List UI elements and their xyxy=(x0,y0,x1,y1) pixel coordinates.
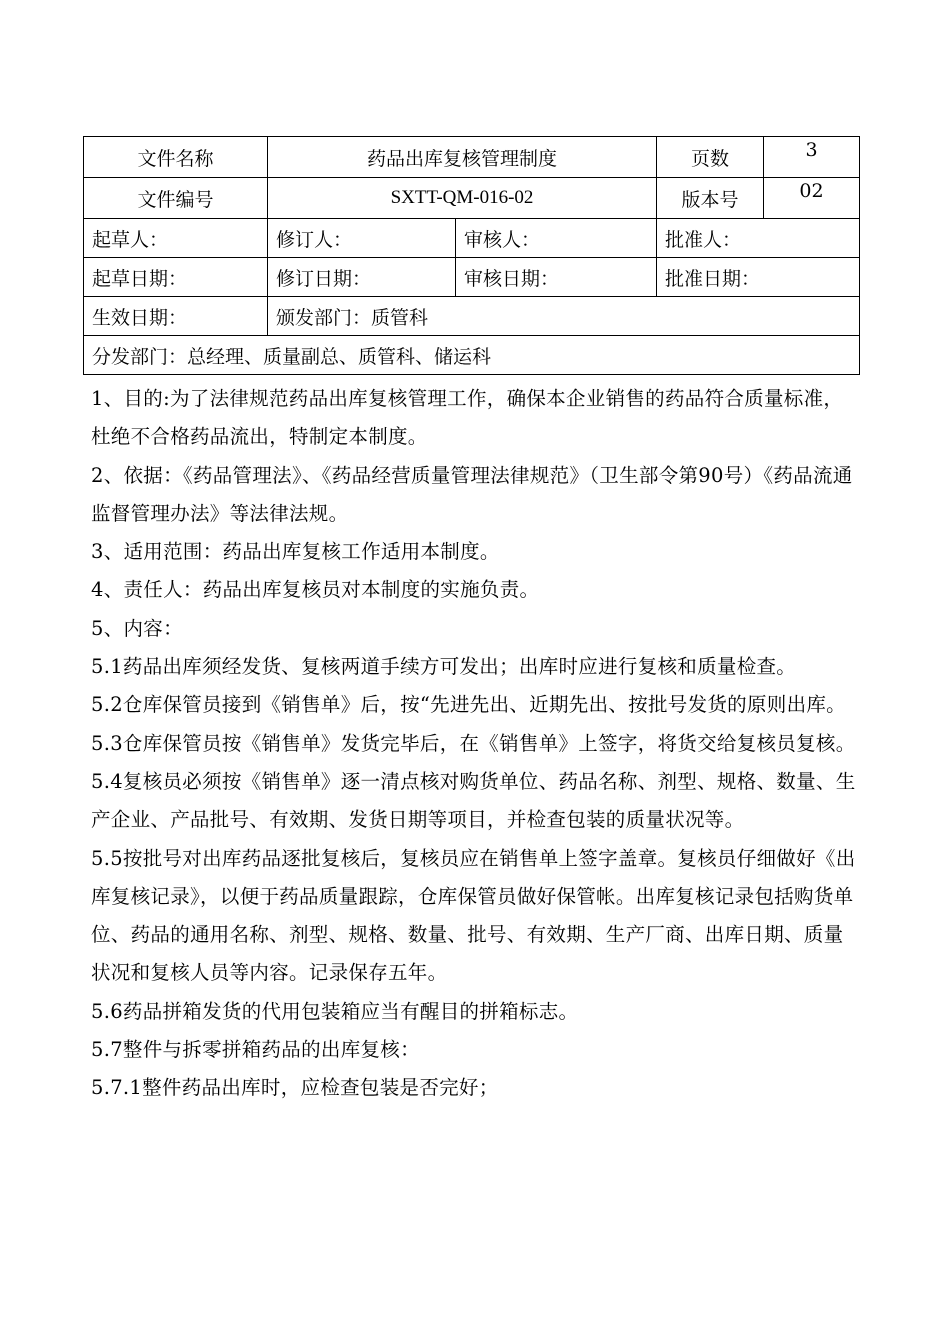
paragraph-scope: 3、适用范围：药品出库复核工作适用本制度。 xyxy=(91,540,500,564)
paragraph-5-4: 5.4复核员必须按《销售单》逐一清点核对购货单位、药品名称、剂型、规格、数量、生产企业、产品批号、有效期、发货日期等项目，并检查包装的质量状况等。 xyxy=(91,769,856,832)
page-count-value: 3 xyxy=(764,137,860,178)
review-date-field: 审核日期： xyxy=(456,258,657,297)
document-header-table xyxy=(83,136,860,375)
paragraph-responsible: 4、责任人：药品出库复核员对本制度的实施负责。 xyxy=(91,578,540,602)
version-value: 02 xyxy=(764,178,860,219)
header-row-people xyxy=(84,219,860,258)
paragraph-5-6: 5.6药品拼箱发货的代用包装箱应当有醒目的拼箱标志。 xyxy=(91,999,579,1023)
approve-date-field: 批准日期： xyxy=(657,258,860,297)
header-row-title xyxy=(84,137,860,178)
file-name-label: 文件名称 xyxy=(84,137,268,178)
paragraph-5-1: 5.1药品出库须经发货、复核两道手续方可发出；出库时应进行复核和质量检查。 xyxy=(91,655,797,679)
paragraph-5-5: 5.5按批号对出库药品逐批复核后，复核员应在销售单上签字盖章。复核员仔细做好《出库复核记录》，以便于药品质量跟踪，仓库保管员做好保管帐。出库复核记录包括购货单位、药品的通用名称、剂型、规格、数量、批号、有效期、生产厂商、出库日期、质量状况和复核人员等内容。记录保存五年。 xyxy=(91,846,856,985)
drafter-field: 起草人： xyxy=(84,219,268,258)
page-count-label: 页数 xyxy=(657,137,764,178)
effective-date-field: 生效日期： xyxy=(84,297,268,336)
reviewer-field: 审核人： xyxy=(456,219,657,258)
version-label: 版本号 xyxy=(657,178,764,219)
paragraph-5-3: 5.3仓库保管员按《销售单》发货完毕后，在《销售单》上签字，将货交给复核员复核。 xyxy=(91,731,856,755)
header-row-dates xyxy=(84,258,860,297)
header-row-distribution xyxy=(84,336,860,375)
paragraph-5-7: 5.7整件与拆零拼箱药品的出库复核： xyxy=(91,1038,420,1062)
paragraph-purpose: 1、目的:为了法律规范药品出库复核管理工作，确保本企业销售的药品符合质量标准，杜绝不合格药品流出，特制定本制度。 xyxy=(91,387,844,449)
draft-date-field: 起草日期： xyxy=(84,258,268,297)
issuing-dept-field: 颁发部门：质管科 xyxy=(268,297,860,336)
header-row-effective xyxy=(84,297,860,336)
approver-field: 批准人： xyxy=(657,219,860,258)
reviser-field: 修订人： xyxy=(268,219,456,258)
file-code-label: 文件编号 xyxy=(84,178,268,219)
paragraph-5-2: 5.2仓库保管员接到《销售单》后，按“先进先出、近期先出、按批号发货的原则出库。 xyxy=(91,693,846,717)
file-name-value: 药品出库复核管理制度 xyxy=(268,137,657,178)
paragraph-basis: 2、依据：《药品管理法》、《药品经营质量管理法律规范》（卫生部令第90号）《药品流通监督管理办法》等法律法规。 xyxy=(91,463,853,525)
revise-date-field: 修订日期： xyxy=(268,258,456,297)
file-code-value: SXTT-QM-016-02 xyxy=(268,178,657,219)
paragraph-content-heading: 5、内容： xyxy=(91,616,183,640)
distribution-field: 分发部门：总经理、质量副总、质管科、储运科 xyxy=(84,336,860,375)
document-body xyxy=(91,380,859,1108)
paragraph-5-7-1: 5.7.1整件药品出库时，应检查包装是否完好； xyxy=(91,1076,499,1100)
header-row-code xyxy=(84,178,860,219)
